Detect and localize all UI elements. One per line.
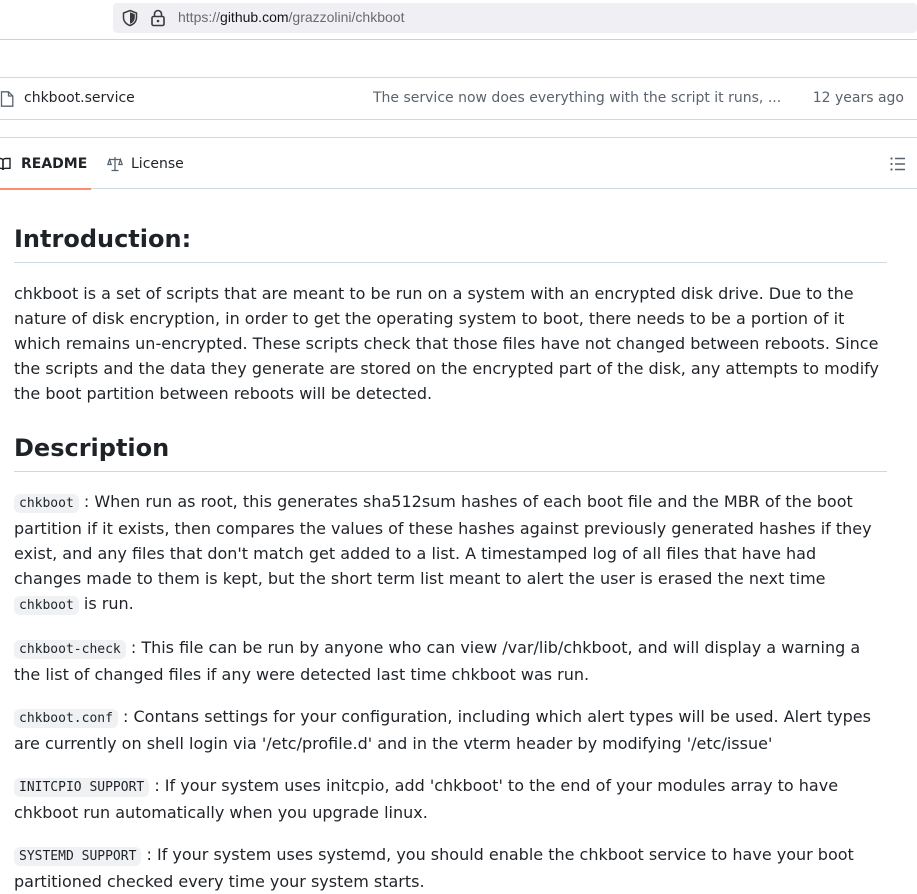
description-text: is run. [78, 594, 134, 613]
file-name-link[interactable]: chkboot.service [24, 90, 135, 106]
inline-code: SYSTEMD SUPPORT [14, 847, 141, 866]
readme-tab-bar [0, 137, 917, 189]
commit-age: 12 years ago [812, 90, 904, 106]
description-item-initcpio [14, 773, 887, 825]
law-scale-icon [107, 156, 123, 172]
description-text: : This file can be run by anyone who can view /var/lib/chkboot, and will display a warning a the list of changed files if any were detected last time chkboot was run. [14, 638, 861, 684]
description-item-chkboot [14, 489, 887, 618]
tracking-protection-shield-icon[interactable] [121, 9, 139, 27]
description-text: : Contans settings for your configuration, including which alert types will be used. Alert types are currently on shell login via '/etc/profile.d' and in the vterm header by modifying '/etc/issue' [14, 707, 871, 753]
tab-license[interactable] [107, 138, 192, 189]
url-prefix: https:// [178, 9, 221, 25]
book-icon [0, 156, 11, 172]
readme-content [14, 215, 887, 894]
inline-code: chkboot [14, 494, 79, 513]
active-tab-indicator [0, 188, 91, 190]
heading-description: Description [14, 433, 887, 472]
description-item-systemd [14, 842, 887, 894]
browser-toolbar [0, 0, 917, 40]
heading-introduction: Introduction: [14, 224, 887, 263]
address-bar[interactable] [113, 3, 917, 33]
tab-readme[interactable] [0, 138, 91, 189]
url-host: github.com [220, 9, 289, 25]
scrolled-file-list-edge [0, 41, 917, 63]
lock-icon[interactable] [150, 9, 166, 27]
description-item-chkboot-check [14, 635, 887, 687]
tab-license-label: License [131, 155, 184, 172]
url-text[interactable] [178, 9, 404, 25]
inline-code: chkboot.conf [14, 709, 118, 728]
url-path: /grazzolini/chkboot [288, 9, 405, 25]
description-text: : If your system uses initcpio, add 'chkboot' to the end of your modules array to have chkboot run automatically when you upgrade linux. [14, 776, 839, 822]
file-list-row[interactable] [0, 77, 917, 120]
file-icon [0, 91, 14, 107]
intro-paragraph: chkboot is a set of scripts that are meant to be run on a system with an encrypted disk drive. Due to the nature of disk encryption, in order to get the operating system to boot, there needs to be a portion of it which remains un-encrypted. These scripts check that those files have not changed between reboots. Since the scripts and the data they generate are stored on the encrypted part of the disk, any attempts to modify the boot partition between reboots will be detected. [14, 284, 879, 403]
inline-code: INITCPIO SUPPORT [14, 778, 149, 797]
table-of-contents-icon[interactable] [889, 155, 907, 173]
inline-code: chkboot [14, 596, 79, 615]
description-text: : If your system uses systemd, you should enable the chkboot service to have your boot partitioned checked every time your system starts. [14, 845, 854, 891]
description-item-chkboot-conf [14, 704, 887, 756]
commit-message-link[interactable]: The service now does everything with the script it runs, ... [373, 90, 782, 106]
inline-code: chkboot-check [14, 640, 126, 659]
description-text: : When run as root, this generates sha512sum hashes of each boot file and the MBR of the boot partition if it exists, then compares the values of these hashes against previously generated hashes if they exist, and any files that don't match get added to a list. A timestamped log of all files that have had changes made to them is kept, but the short term list meant to alert the user is erased the next time [14, 492, 872, 588]
tab-readme-label: README [21, 155, 88, 172]
